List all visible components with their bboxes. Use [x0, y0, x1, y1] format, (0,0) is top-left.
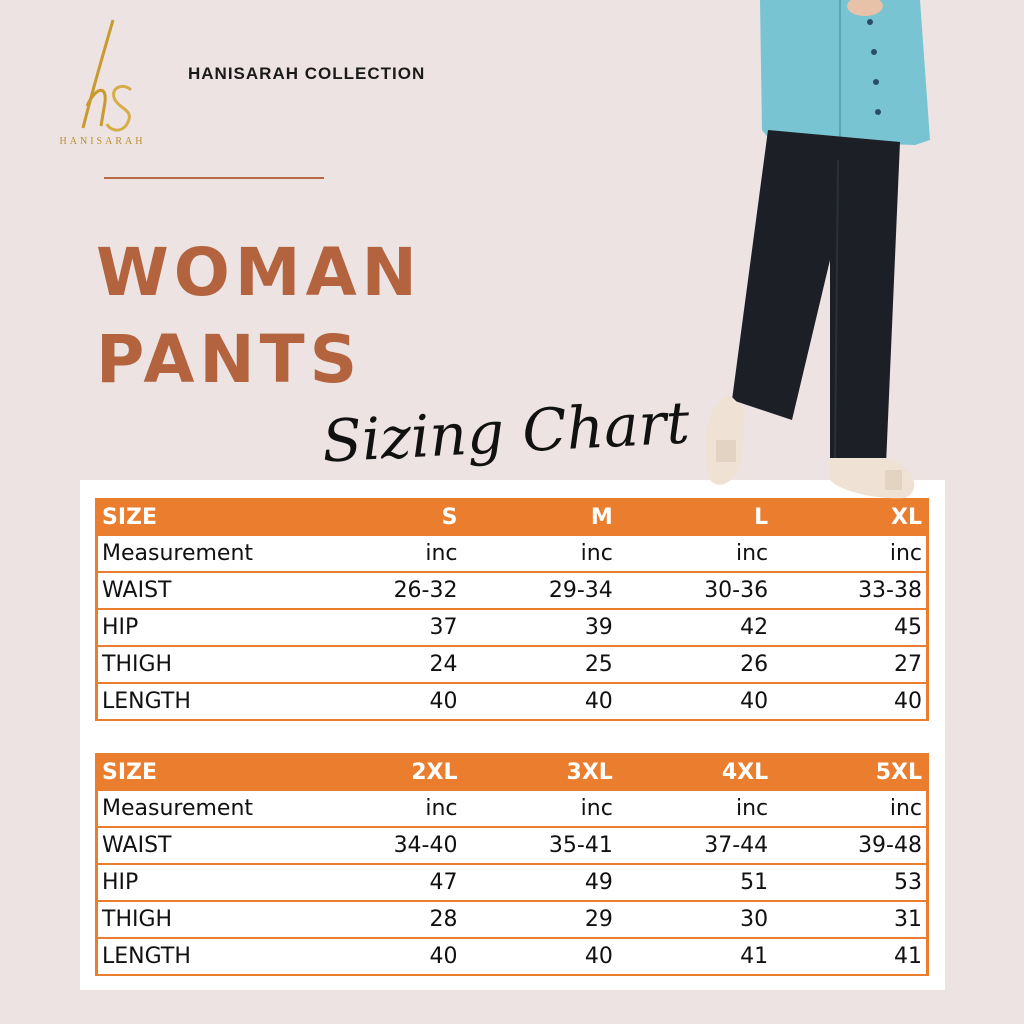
table-row — [97, 864, 928, 901]
table-cell: 40 — [772, 683, 927, 720]
model-photo — [690, 0, 960, 500]
table-cell: 35-41 — [462, 827, 617, 864]
table-cell: 40 — [306, 938, 461, 975]
size-chart-card — [80, 480, 945, 990]
table-cell: 26 — [617, 646, 772, 683]
table-cell: 39-48 — [772, 827, 927, 864]
table-cell: inc — [306, 790, 461, 827]
table-cell: 45 — [772, 609, 927, 646]
table-cell: 41 — [617, 938, 772, 975]
table-row — [97, 646, 928, 683]
row-label: THIGH — [97, 901, 307, 938]
table-cell: inc — [772, 535, 927, 572]
table-cell: 40 — [306, 683, 461, 720]
header-cell: 5XL — [772, 754, 927, 790]
table-row — [97, 938, 928, 975]
divider-line — [104, 177, 324, 179]
row-label: Measurement — [97, 535, 307, 572]
header-cell: 4XL — [617, 754, 772, 790]
row-label: HIP — [97, 609, 307, 646]
header-cell: 2XL — [306, 754, 461, 790]
table-cell: 41 — [772, 938, 927, 975]
table-cell: 30 — [617, 901, 772, 938]
table-cell: 40 — [617, 683, 772, 720]
table-cell: 24 — [306, 646, 461, 683]
table-cell: inc — [462, 790, 617, 827]
table-cell: 25 — [462, 646, 617, 683]
table-cell: 40 — [462, 938, 617, 975]
table-cell: 40 — [462, 683, 617, 720]
table-cell: 33-38 — [772, 572, 927, 609]
table-cell: 42 — [617, 609, 772, 646]
header-cell: M — [462, 499, 617, 535]
row-label: THIGH — [97, 646, 307, 683]
table-cell: 39 — [462, 609, 617, 646]
table-cell: 30-36 — [617, 572, 772, 609]
table-header-row — [97, 499, 928, 535]
table-cell: 49 — [462, 864, 617, 901]
table-row — [97, 790, 928, 827]
header-cell: 3XL — [462, 754, 617, 790]
table-cell: 51 — [617, 864, 772, 901]
row-label: HIP — [97, 864, 307, 901]
table-cell: 27 — [772, 646, 927, 683]
table-cell: inc — [617, 535, 772, 572]
row-label: LENGTH — [97, 938, 307, 975]
table-header-row — [97, 754, 928, 790]
hs-monogram-icon — [65, 18, 140, 136]
table-cell: 29-34 — [462, 572, 617, 609]
table-row — [97, 609, 928, 646]
row-label: LENGTH — [97, 683, 307, 720]
table-cell: inc — [462, 535, 617, 572]
table-cell: 37 — [306, 609, 461, 646]
page-title-line2: PANTS — [96, 321, 363, 398]
header-cell: SIZE — [97, 499, 307, 535]
table-cell: 47 — [306, 864, 461, 901]
table-cell: inc — [772, 790, 927, 827]
brand-logo — [55, 18, 150, 153]
page-title-line1: WOMAN — [96, 234, 422, 311]
header-cell: SIZE — [97, 754, 307, 790]
table-cell: 31 — [772, 901, 927, 938]
header-cell: XL — [772, 499, 927, 535]
table-cell: 26-32 — [306, 572, 461, 609]
table-row — [97, 901, 928, 938]
row-label: WAIST — [97, 572, 307, 609]
size-table-plus — [95, 753, 929, 976]
logo-wordmark: HANISARAH — [59, 136, 146, 147]
table-cell: 29 — [462, 901, 617, 938]
table-cell: 53 — [772, 864, 927, 901]
table-cell: inc — [617, 790, 772, 827]
table-row — [97, 572, 928, 609]
table-row — [97, 683, 928, 720]
table-cell: 28 — [306, 901, 461, 938]
sizing-chart-script-title: Sizing Chart — [320, 388, 692, 476]
header-cell: L — [617, 499, 772, 535]
table-cell: 34-40 — [306, 827, 461, 864]
row-label: WAIST — [97, 827, 307, 864]
brand-name: HANISARAH COLLECTION — [188, 64, 426, 83]
row-label: Measurement — [97, 790, 307, 827]
table-cell: 37-44 — [617, 827, 772, 864]
table-row — [97, 535, 928, 572]
header-cell: S — [306, 499, 461, 535]
table-cell: inc — [306, 535, 461, 572]
table-row — [97, 827, 928, 864]
size-table-standard — [95, 498, 929, 721]
